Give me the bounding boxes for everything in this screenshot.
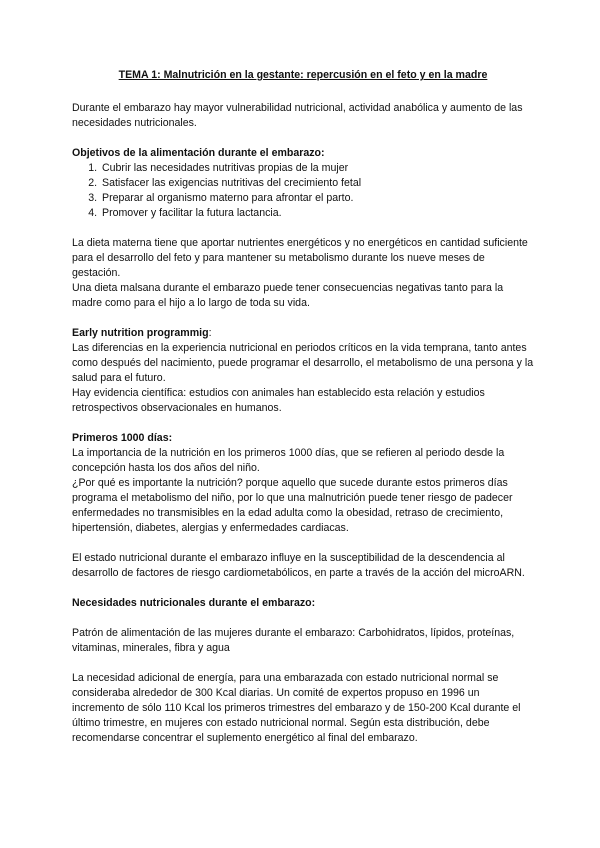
list-item: 1. Cubrir las necesidades nutritivas propias de la mujer	[100, 161, 534, 176]
intro-paragraph: Durante el embarazo hay mayor vulnerabilidad nutricional, actividad anabólica y aumento de las necesidades nutricionales.	[72, 102, 523, 129]
objetivos-list	[72, 161, 534, 221]
primeros-paragraph-2: ¿Por qué es importante la nutrición? porque aquello que sucede durante estos primeros días programa el metabolismo del niño, por lo que una malnutrición puede tener riesgo de padecer enfermedades no transmisibles en la edad adulta como la obesidad, retraso de crecimiento, hipertensión, diabetes, alergias y enfermedades cardiacas.	[72, 477, 513, 534]
list-item: 3. Preparar al organismo materno para afrontar el parto.	[100, 191, 534, 206]
patron-paragraph: Patrón de alimentación de las mujeres durante el embarazo: Carbohidratos, lípidos, proteínas, vitaminas, minerales, fibra y agua	[72, 627, 515, 654]
early-paragraph-1: Las diferencias en la experiencia nutricional en periodos críticos en la vida temprana, tanto antes como después del nacimiento, puede programar el desarrollo, el metabolismo de una persona y la salud para el futuro.	[72, 342, 534, 384]
document-title: TEMA 1: Malnutrición en la gestante: repercusión en el feto y en la madre	[118, 69, 488, 81]
primeros-heading: Primeros 1000 días:	[72, 432, 173, 444]
document-page	[72, 68, 534, 746]
early-heading-text: Early nutrition programmig	[72, 327, 209, 339]
list-item: 2. Satisfacer las exigencias nutritivas del crecimiento fetal	[100, 176, 534, 191]
objetivos-heading: Objetivos de la alimentación durante el embarazo:	[72, 147, 325, 159]
dieta-paragraph-1: La dieta materna tiene que aportar nutrientes energéticos y no energéticos en cantidad suficiente para el desarrollo del feto y para mantener su metabolismo durante los nueve meses de gestación.	[72, 237, 528, 279]
primeros-paragraph-1: La importancia de la nutrición en los primeros 1000 días, que se refieren al periodo desde la concepción hasta los dos años del niño.	[72, 447, 505, 474]
list-item: 4. Promover y facilitar la futura lactancia.	[100, 206, 534, 221]
early-heading	[72, 326, 534, 341]
necesidades-heading: Necesidades nutricionales durante el embarazo:	[72, 597, 316, 609]
early-paragraph-2: Hay evidencia científica: estudios con animales han establecido esta relación y estudios retrospectivos observacionales en humanos.	[72, 387, 485, 414]
energia-paragraph: La necesidad adicional de energía, para una embarazada con estado nutricional normal se consideraba alrededor de 300 Kcal diarias. Un comité de expertos propuso en 1996 un incremento de sólo 110 Kcal los primeros trimestres del embarazo y de 150-200 Kcal durante el último trimestre, en mujeres con estado nutricional normal. Según esta distribución, debe recomendarse concentrar el suplemento energético al final del embarazo.	[72, 672, 521, 744]
dieta-paragraph-2: Una dieta malsana durante el embarazo puede tener consecuencias negativas tanto para la madre como para el hijo a lo largo de toda su vida.	[72, 282, 504, 309]
early-heading-colon: :	[208, 327, 212, 339]
estado-paragraph: El estado nutricional durante el embarazo influye en la susceptibilidad de la descendencia al desarrollo de factores de riesgo cardiometabólicos, en parte a través de la acción del microARN.	[72, 552, 525, 579]
